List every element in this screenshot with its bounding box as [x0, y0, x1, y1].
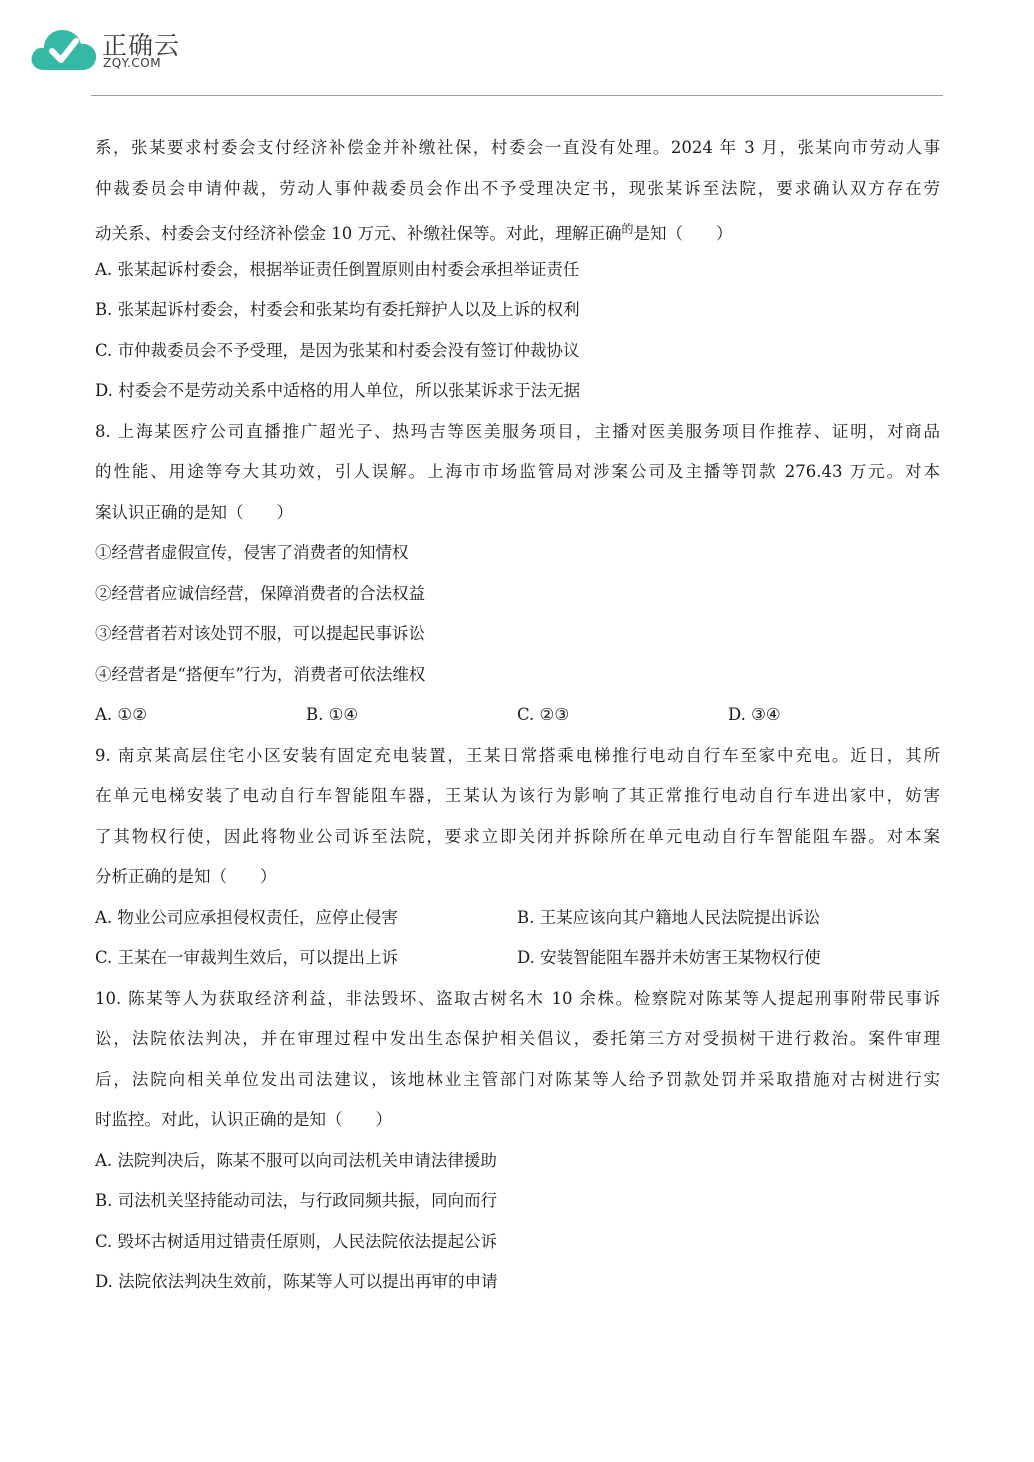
q9-line-4: 分析正确的是知（ ） — [95, 867, 277, 886]
q8-option-c: C. ②③ — [517, 705, 570, 724]
q7-option-d: D. 村委会不是劳动关系中适格的用人单位，所以张某诉求于法无据 — [95, 381, 581, 400]
q9-option-c: C. 王某在一审裁判生效后，可以提出上诉 — [95, 948, 399, 967]
q7-line-3-sup: 的 — [621, 222, 634, 236]
q8-item-2: ②经营者应诚信经营，保障消费者的合法权益 — [95, 583, 425, 603]
q8-options — [95, 695, 940, 736]
q8-item-1: ①经营者虚假宣传，侵害了消费者的知情权 — [95, 543, 409, 562]
q7-option-a: A. 张某起诉村委会，根据举证责任倒置原则由村委会承担举证责任 — [95, 259, 580, 279]
q10-option-b: B. 司法机关坚持能动司法，与行政同频共振，同向而行 — [95, 1191, 498, 1210]
q7-line-2: 仲裁委员会申请仲裁，劳动人事仲裁委员会作出不予受理决定书，现张某诉至法院，要求确认双方存在劳 — [95, 178, 940, 198]
q8-line-3: 案认识正确的是知（ ） — [95, 502, 293, 522]
q10-option-a: A. 法院判决后，陈某不服可以向司法机关申请法律援助 — [95, 1150, 497, 1170]
q8-line-2: 的性能、用途等夸大其功效，引人误解。上海市市场监管局对涉案公司及主播等罚款 276.43 万元。对本 — [95, 462, 940, 481]
q10-line-4: 时监控。对此，认识正确的是知（ ） — [95, 1110, 392, 1129]
q8-option-b: B. ①④ — [306, 705, 359, 724]
logo-wordmark: 正确云 — [102, 31, 181, 60]
q7-line-3-text-b: 是知（ ） — [633, 224, 733, 243]
q7-line-3 — [95, 209, 940, 250]
q9-option-d: D. 安装智能阻车器并未妨害王某物权行使 — [517, 948, 821, 967]
q7-option-b: B. 张某起诉村委会，村委会和张某均有委托辩护人以及上诉的权利 — [95, 300, 580, 319]
q7-line-3-text-a: 动关系、村委会支付经济补偿金 10 万元、补缴社保等。对此，理解正确 — [95, 224, 622, 243]
header-divider — [91, 95, 943, 96]
q8-option-d: D. ③④ — [728, 705, 781, 724]
cloud-check-logo-icon — [30, 26, 98, 72]
q10-line-2: 讼，法院依法判决，并在审理过程中发出生态保护相关倡议，委托第三方对受损树干进行救治。案件审理 — [95, 1029, 940, 1048]
q9-options-row-1 — [95, 898, 940, 939]
q8-line-1: 8. 上海某医疗公司直播推广超光子、热玛吉等医美服务项目，主播对医美服务项目作推荐、证明，对商品 — [95, 421, 940, 441]
q8-option-a: A. ①② — [95, 705, 147, 724]
q10-option-d: D. 法院依法判决生效前，陈某等人可以提出再审的申请 — [95, 1272, 498, 1291]
q9-line-3: 了其物权行使，因此将物业公司诉至法院，要求立即关闭并拆除所在单元电动自行车智能阻车器。对本案 — [95, 826, 940, 846]
q7-option-c: C. 市仲裁委员会不予受理，是因为张某和村委会没有签订仲裁协议 — [95, 340, 580, 360]
q8-item-4: ④经营者是“搭便车”行为，消费者可依法维权 — [95, 664, 426, 684]
q9-option-a: A. 物业公司应承担侵权责任，应停止侵害 — [95, 907, 398, 927]
q10-line-1: 10. 陈某等人为获取经济利益，非法毁坏、盗取古树名木 10 余株。检察院对陈某等人提起刑事附带民事诉 — [95, 988, 940, 1008]
q10-line-3: 后，法院向相关单位发出司法建议，该地林业主管部门对陈某等人给予罚款处罚并采取措施对古树进行实 — [95, 1069, 940, 1089]
q10-option-c: C. 毁坏古树适用过错责任原则，人民法院依法提起公诉 — [95, 1231, 498, 1251]
q9-line-1: 9. 南京某高层住宅小区安装有固定充电装置，王某日常搭乘电梯推行电动自行车至家中充电。近日，其所 — [95, 745, 940, 765]
q8-item-3: ③经营者若对该处罚不服，可以提起民事诉讼 — [95, 624, 425, 643]
q9-options-row-2 — [95, 938, 940, 979]
exam-content — [95, 128, 940, 1303]
q9-option-b: B. 王某应该向其户籍地人民法院提出诉讼 — [517, 907, 821, 927]
logo-domain: ZQY.COM — [103, 56, 162, 70]
q7-line-1: 系，张某要求村委会支付经济补偿金并补缴社保，村委会一直没有处理。2024 年 3 月，张某向市劳动人事 — [95, 138, 940, 157]
q9-line-2: 在单元电梯安装了电动自行车智能阻车器，王某认为该行为影响了其正常推行电动自行车进出家中，妨害 — [95, 786, 940, 805]
